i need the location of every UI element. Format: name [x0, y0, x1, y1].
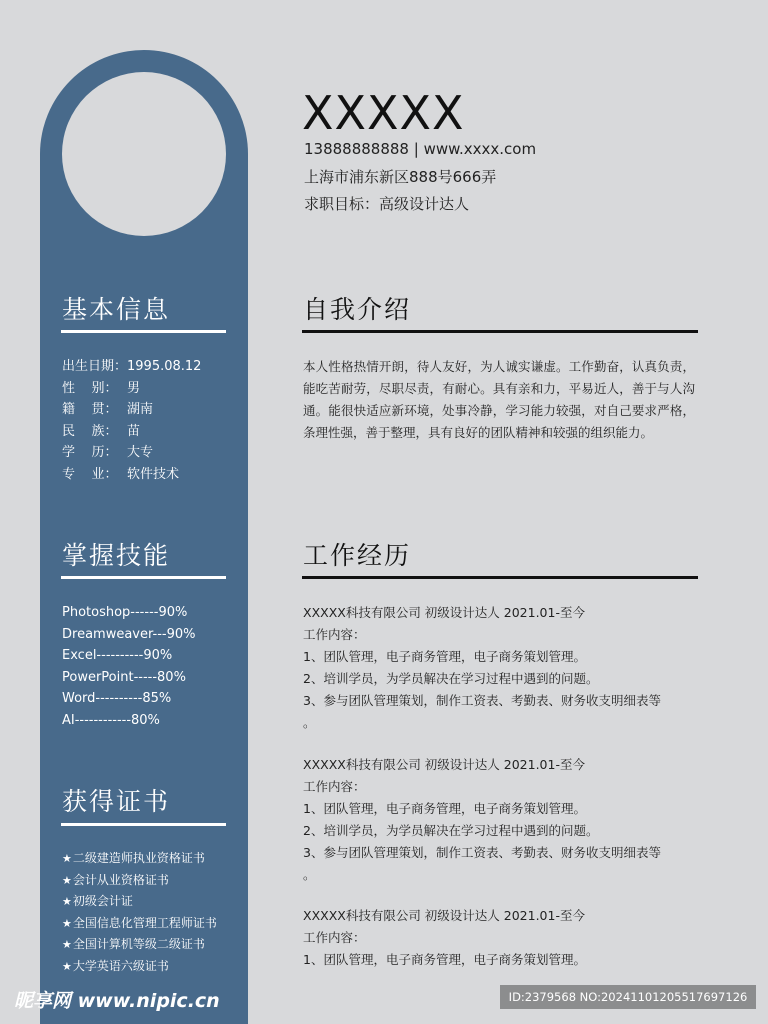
certs-title: 获得证书	[62, 787, 171, 816]
job-header: XXXXX科技有限公司 初级设计达人 2021.01-至今	[303, 908, 585, 923]
job-duty: 1、团队管理，电子商务管理，电子商务策划管理。	[303, 649, 586, 664]
skills-rule	[61, 576, 226, 579]
intro-text: 本人性格热情开朗，待人友好，为人诚实谦虚。工作勤奋，认真负责，能吃苦耐劳，尽职尽责，有耐心。具有亲和力，平易近人，善于与人沟通。能很快适应新环境，处事冷静，学习能力较强，对自己要求严格，条理性强，善于整理，具有良好的团队精神和较强的组织能力。	[303, 359, 695, 440]
work-title: 工作经历	[303, 541, 412, 570]
job-duty: 1、团队管理，电子商务管理，电子商务策划管理。	[303, 801, 586, 816]
job-entry	[303, 754, 723, 886]
job-content-label: 工作内容：	[303, 930, 366, 945]
skills-list	[62, 602, 195, 732]
star-icon: ★	[62, 938, 72, 952]
info-label: 出生日期：	[62, 359, 128, 374]
cert-item	[62, 870, 217, 892]
cert-item	[62, 913, 217, 935]
info-value: 湖南	[127, 402, 154, 418]
skill-item: Photoshop------90%	[62, 605, 188, 620]
job-duty: 1、团队管理，电子商务管理，电子商务策划管理。	[303, 952, 586, 967]
info-value: 男	[127, 380, 141, 396]
cert-item	[62, 956, 217, 978]
info-row-gender	[62, 378, 201, 400]
star-icon: ★	[62, 916, 72, 930]
info-label: 性 别：	[62, 380, 118, 396]
cert-item	[62, 891, 217, 913]
skill-item: PowerPoint-----80%	[62, 669, 186, 685]
info-label: 民 族：	[62, 423, 118, 439]
job-duty: 2、培训学员，为学员解决在学习过程中遇到的问题。	[303, 823, 599, 838]
job-duty: 3、参与团队管理策划，制作工资表、考勤表、财务收支明细表等	[303, 845, 661, 860]
info-row-birth	[62, 356, 201, 378]
star-icon: ★	[62, 873, 72, 887]
info-row-ethnicity	[62, 421, 201, 443]
address-line: 上海市浦东新区888号666弄	[304, 168, 497, 186]
job-duty: 3、参与团队管理策划，制作工资表、考勤表、财务收支明细表等	[303, 693, 661, 708]
info-value: 苗	[127, 423, 141, 439]
job-entry	[303, 905, 723, 971]
certs-rule	[61, 823, 226, 826]
intro-rule	[302, 330, 698, 333]
watermark-id: ID:2379568 NO:20241101205517697126	[500, 985, 756, 1009]
job-duty: 。	[303, 715, 316, 730]
skill-item: Dreamweaver---90%	[62, 626, 196, 642]
photo-placeholder	[62, 72, 226, 236]
cert-text: 初级会计证	[72, 894, 133, 909]
cert-text: 大学英语六级证书	[72, 958, 169, 973]
info-row-education	[62, 442, 201, 464]
skill-item: AI------------80%	[62, 712, 160, 728]
star-icon: ★	[62, 959, 72, 973]
cert-text: 全国信息化管理工程师证书	[72, 915, 217, 930]
candidate-name: XXXXX	[302, 86, 465, 140]
skill-item: Excel----------90%	[62, 648, 173, 664]
info-label: 籍 贯：	[62, 402, 118, 418]
info-row-origin	[62, 399, 201, 421]
job-duty: 。	[303, 867, 316, 882]
cert-item	[62, 934, 217, 956]
cert-text: 全国计算机等级二级证书	[72, 937, 205, 952]
certs-list	[62, 848, 217, 978]
contact-line: 13888888888 | www.xxxx.com	[304, 140, 537, 158]
job-entry	[303, 602, 723, 734]
job-duty: 2、培训学员，为学员解决在学习过程中遇到的问题。	[303, 671, 599, 686]
basic-info-title: 基本信息	[62, 295, 171, 324]
job-header: XXXXX科技有限公司 初级设计达人 2021.01-至今	[303, 757, 585, 772]
info-value: 软件技术	[127, 466, 180, 482]
watermark-logo: 昵享网 www.nipic.cn	[14, 990, 220, 1012]
basic-info-list	[62, 356, 201, 486]
job-content-label: 工作内容：	[303, 779, 366, 794]
basic-info-rule	[61, 330, 226, 333]
job-header: XXXXX科技有限公司 初级设计达人 2021.01-至今	[303, 605, 585, 620]
objective-line: 求职目标：高级设计达人	[304, 195, 470, 213]
job-content-label: 工作内容：	[303, 627, 366, 642]
cert-item	[62, 848, 217, 870]
cert-text: 二级建造师执业资格证书	[72, 851, 205, 865]
info-label: 学 历：	[62, 445, 118, 461]
star-icon: ★	[62, 852, 72, 865]
skill-item: Word----------85%	[62, 691, 172, 707]
info-value: 1995.08.12	[127, 359, 202, 374]
cert-text: 会计从业资格证书	[72, 872, 169, 887]
intro-title: 自我介绍	[303, 295, 412, 324]
star-icon: ★	[62, 895, 72, 909]
info-value: 大专	[127, 445, 154, 461]
info-row-major	[62, 464, 201, 486]
work-rule	[302, 576, 698, 579]
info-label: 专 业：	[62, 466, 118, 482]
skills-title: 掌握技能	[62, 541, 171, 570]
